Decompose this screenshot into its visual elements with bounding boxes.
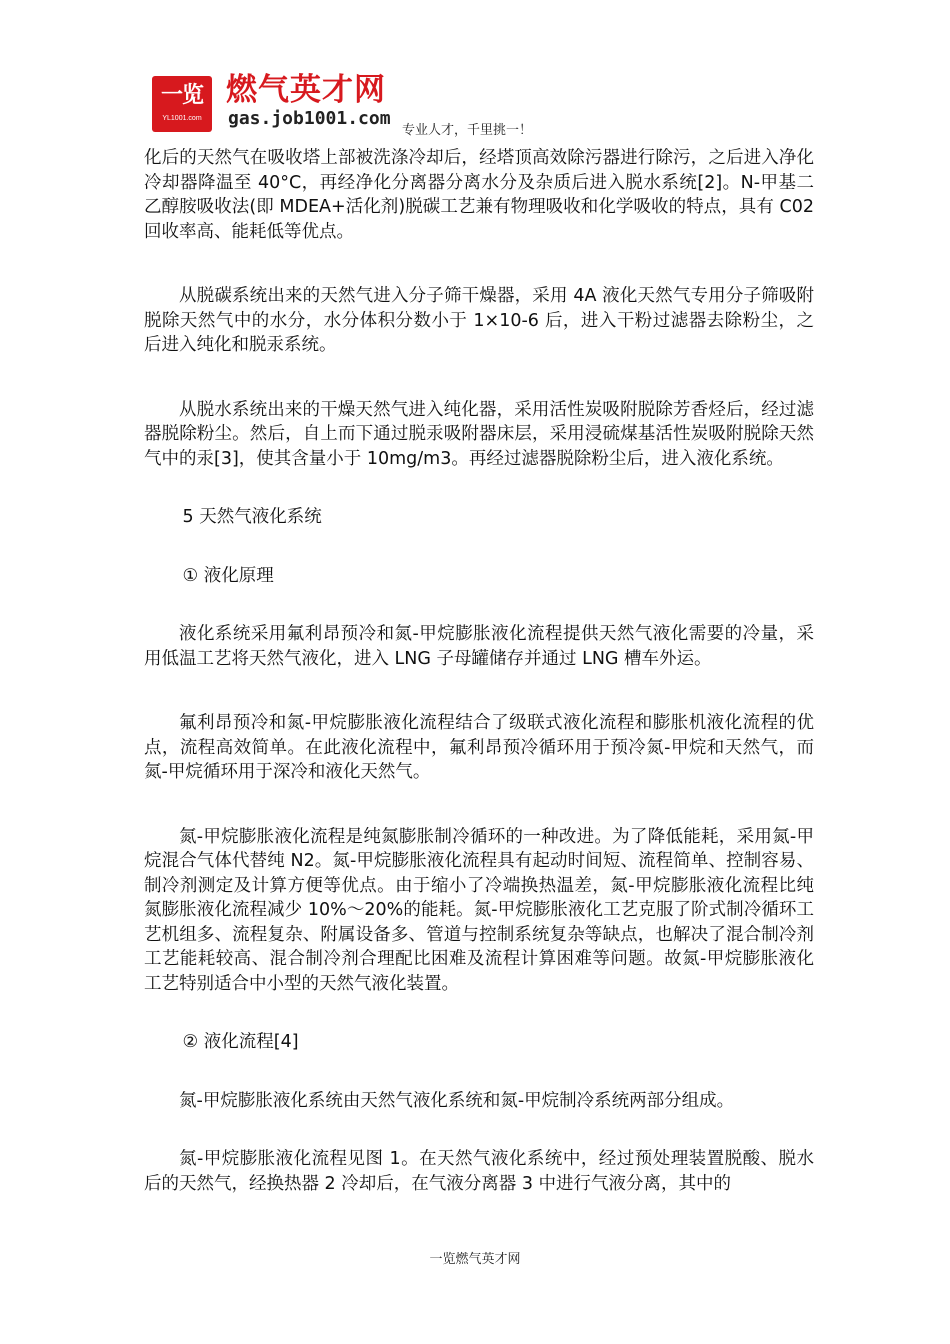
slogan: 专业人才，千里挑一！ bbox=[402, 123, 533, 138]
paragraph-purification: 化后的天然气在吸收塔上部被洗涤冷却后，经塔顶高效除污器进行除污，之后进入净化冷却器降温至 40°C，再经净化分离器分离水分及杂质后进入脱水系统[2]。N-甲基二乙醇胺吸收法(即 MDEA+活化剂)脱碳工艺兼有物理吸收和化学吸收的特点，具有 C02 回收率高、能耗低等优点。 bbox=[144, 148, 814, 242]
subheading-process: ② 液化流程[4] bbox=[182, 1032, 299, 1052]
paragraph-system-composition: 氮-甲烷膨胀液化系统由天然气液化系统和氮-甲烷制冷系统两部分组成。 bbox=[179, 1090, 735, 1111]
subheading-principle: ① 液化原理 bbox=[182, 565, 274, 586]
paragraph-process-figure: 氮-甲烷膨胀液化流程见图 1。在天然气液化系统中，经过预处理装置脱酸、脱水后的天然气，经换热器 2 冷却后，在气液分离器 3 中进行气液分离，其中的 bbox=[144, 1149, 814, 1194]
logo-mark-text: 一览 bbox=[160, 83, 203, 108]
paragraph-mercury-removal: 从脱水系统出来的干燥天然气进入纯化器，采用活性炭吸附脱除芳香烃后，经过滤器脱除粉尘。然后，自上而下通过脱汞吸附器床层，采用浸硫煤基活性炭吸附脱除天然气中的汞[3]，使其含量小于 10mg/m3。再经过滤器脱除粉尘后，进入液化系统。 bbox=[144, 399, 814, 469]
brand-url[interactable]: gas.job1001.com bbox=[228, 108, 391, 129]
paragraph-dehydration: 从脱碳系统出来的天然气进入分子筛干燥器，采用 4A 液化天然气专用分子筛吸附脱除天然气中的水分，水分体积分数小于 1×10-6 后，进入干粉过滤器去除粉尘，之后进入纯化和脱汞系统。 bbox=[144, 286, 814, 355]
article-body bbox=[144, 146, 814, 1196]
logo-domain-text: YL1001.com bbox=[162, 115, 202, 122]
page-footer: 一览燃气英才网 bbox=[429, 1252, 521, 1267]
site-logo[interactable] bbox=[152, 76, 212, 132]
paragraph-precooling: 氟利昂预冷和氮-甲烷膨胀液化流程结合了级联式液化流程和膨胀机液化流程的优点，流程高效简单。在此液化流程中，氟利昂预冷循环用于预冷氮-甲烷和天然气，而氮-甲烷循环用于深冷和液化天然气。 bbox=[144, 713, 814, 782]
paragraph-liquefaction-overview: 液化系统采用氟利昂预冷和氮-甲烷膨胀液化流程提供天然气液化需要的冷量，采用低温工艺将天然气液化，进入 LNG 子母罐储存并通过 LNG 槽车外运。 bbox=[144, 624, 814, 669]
brand-title: 燃气英才网 bbox=[226, 72, 386, 108]
section-heading-liquefaction: 5 天然气液化系统 bbox=[182, 507, 322, 527]
paragraph-nitrogen-methane: 氮-甲烷膨胀液化流程是纯氮膨胀制冷循环的一种改进。为了降低能耗，采用氮-甲烷混合气体代替纯 N2。氮-甲烷膨胀液化流程具有起动时间短、流程简单、控制容易、制冷剂测定及计算方便等优点。由于缩小了冷端换热温差，氮-甲烷膨胀液化流程比纯氮膨胀液化流程减少 10%～20%的能耗。氮-甲烷膨胀液化工艺克服了阶式制冷循环工艺机组多、流程复杂、附属设备多、管道与控制系统复杂等缺点，也解决了混合制冷剂工艺能耗较高、混合制冷剂合理配比困难及流程计算困难等问题。故氮-甲烷膨胀液化工艺特别适合中小型的天然气液化装置。 bbox=[144, 826, 814, 994]
